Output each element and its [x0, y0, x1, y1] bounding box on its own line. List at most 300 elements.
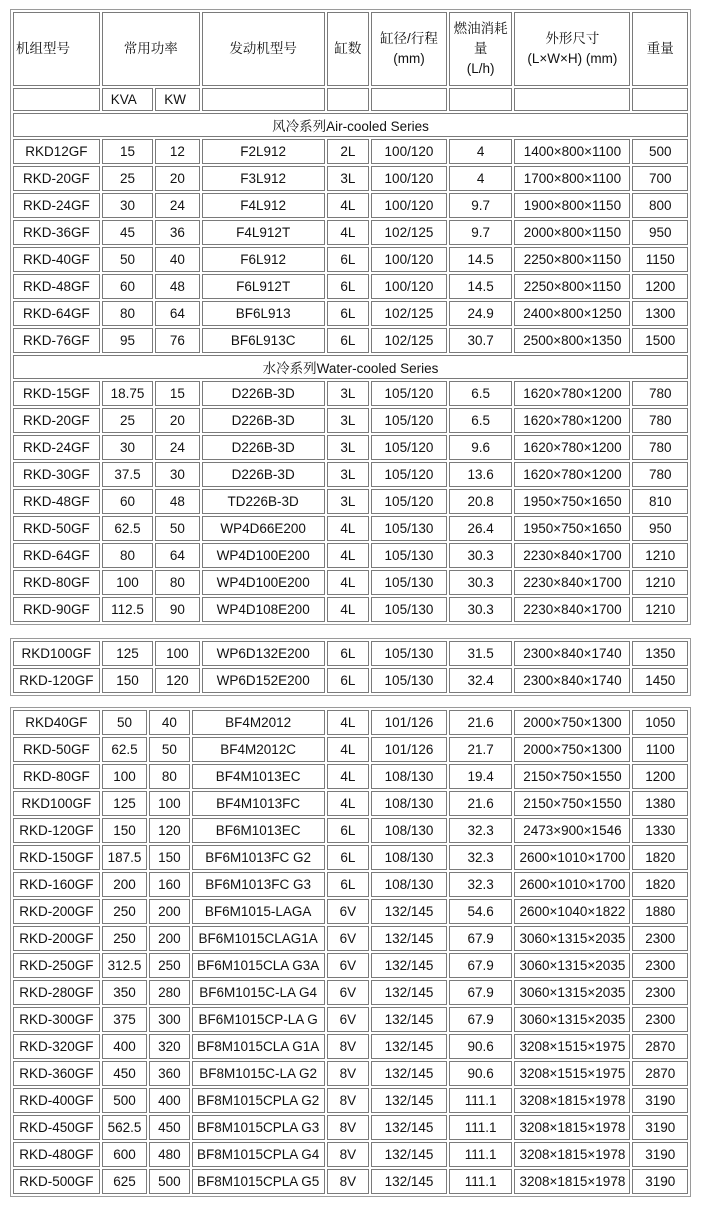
cell-fuel: 30.3 — [449, 570, 513, 595]
cell-bore-stroke: 132/145 — [371, 1061, 447, 1086]
cell-cylinders: 6L — [327, 641, 369, 666]
cell-bore-stroke: 132/145 — [371, 953, 447, 978]
cell-kw: 40 — [155, 247, 199, 272]
section-row-water — [13, 355, 688, 379]
table-row — [13, 737, 688, 762]
cell-dimensions: 1700×800×1100 — [514, 166, 630, 191]
cell-model: RKD-50GF — [13, 516, 100, 541]
cell-bore-stroke: 108/130 — [371, 791, 447, 816]
cell-weight: 780 — [632, 381, 688, 406]
cell-model: RKD-64GF — [13, 301, 100, 326]
cell-cylinders: 3L — [327, 489, 369, 514]
cell-bore-stroke: 132/145 — [371, 899, 447, 924]
cell-bore-stroke: 105/130 — [371, 543, 447, 568]
cell-kw: 30 — [155, 462, 199, 487]
cell-engine: BF6M1013FC G3 — [192, 872, 325, 897]
cell-kva: 30 — [102, 435, 153, 460]
cell-engine: F4L912T — [202, 220, 325, 245]
cell-fuel: 32.3 — [449, 818, 513, 843]
table-row — [13, 1061, 688, 1086]
cell-kva: 400 — [102, 1034, 147, 1059]
cell-model: RKD-300GF — [13, 1007, 100, 1032]
cell-kw: 24 — [155, 193, 199, 218]
cell-weight: 2300 — [632, 1007, 688, 1032]
cell-dimensions: 2230×840×1700 — [514, 570, 630, 595]
header-bore-stroke-unit: (mm) — [393, 51, 425, 66]
cell-bore-stroke: 108/130 — [371, 764, 447, 789]
cell-model: RKD-36GF — [13, 220, 100, 245]
cell-engine: D226B-3D — [202, 381, 325, 406]
cell-model: RKD-76GF — [13, 328, 100, 353]
table-row — [13, 845, 688, 870]
table-row — [13, 1007, 688, 1032]
cell-weight: 2300 — [632, 980, 688, 1005]
cell-fuel: 26.4 — [449, 516, 513, 541]
cell-cylinders: 4L — [327, 220, 369, 245]
cell-kva: 350 — [102, 980, 147, 1005]
cell-dimensions: 2000×750×1300 — [514, 710, 630, 735]
cell-fuel: 111.1 — [449, 1088, 513, 1113]
cell-engine: F3L912 — [202, 166, 325, 191]
cell-dimensions: 1620×780×1200 — [514, 381, 630, 406]
table-row — [13, 274, 688, 299]
cell-fuel: 24.9 — [449, 301, 513, 326]
table-row — [13, 926, 688, 951]
cell-kva: 125 — [102, 641, 153, 666]
cell-weight: 1450 — [632, 668, 688, 693]
cell-kw: 12 — [155, 139, 199, 164]
cell-model: RKD12GF — [13, 139, 100, 164]
cell-dimensions: 2250×800×1150 — [514, 247, 630, 272]
table-row — [13, 328, 688, 353]
cell-cylinders: 6L — [327, 328, 369, 353]
table-row — [13, 1115, 688, 1140]
cell-kva: 100 — [102, 764, 147, 789]
cell-kw: 40 — [149, 710, 189, 735]
cell-kva: 150 — [102, 668, 153, 693]
cell-kva: 625 — [102, 1169, 147, 1194]
cell-dimensions: 1620×780×1200 — [514, 435, 630, 460]
cell-bore-stroke: 132/145 — [371, 1088, 447, 1113]
table-row — [13, 435, 688, 460]
cell-kva: 18.75 — [102, 381, 153, 406]
cell-kva: 125 — [102, 791, 147, 816]
cell-kw: 200 — [149, 899, 189, 924]
header-dimensions — [514, 12, 630, 86]
cell-kw: 320 — [149, 1034, 189, 1059]
cell-dimensions: 2600×1010×1700 — [514, 872, 630, 897]
cell-kw: 160 — [149, 872, 189, 897]
cell-model: RKD-480GF — [13, 1142, 100, 1167]
cell-kva: 80 — [102, 301, 153, 326]
cell-bore-stroke: 108/130 — [371, 872, 447, 897]
cell-weight: 2300 — [632, 926, 688, 951]
cell-kva: 500 — [102, 1088, 147, 1113]
cell-bore-stroke: 132/145 — [371, 1142, 447, 1167]
cell-cylinders: 8V — [327, 1142, 369, 1167]
cell-cylinders: 6V — [327, 899, 369, 924]
cell-kva: 30 — [102, 193, 153, 218]
cell-fuel: 13.6 — [449, 462, 513, 487]
cell-weight: 1200 — [632, 274, 688, 299]
cell-model: RKD-48GF — [13, 274, 100, 299]
header-fuel-label: 燃油消耗 — [453, 21, 508, 36]
cell-kw: 24 — [155, 435, 199, 460]
table-row — [13, 543, 688, 568]
cell-kva: 25 — [102, 166, 153, 191]
cell-fuel: 54.6 — [449, 899, 513, 924]
cell-fuel: 111.1 — [449, 1115, 513, 1140]
cell-bore-stroke: 132/145 — [371, 1169, 447, 1194]
cell-cylinders: 6L — [327, 872, 369, 897]
cell-bore-stroke: 108/130 — [371, 845, 447, 870]
cell-kw: 100 — [149, 791, 189, 816]
header-dimensions-label: 外形尺寸 — [545, 31, 600, 46]
cell-kva: 250 — [102, 926, 147, 951]
cell-dimensions: 2250×800×1150 — [514, 274, 630, 299]
cell-cylinders: 4L — [327, 193, 369, 218]
cell-weight: 1200 — [632, 764, 688, 789]
cell-kw: 280 — [149, 980, 189, 1005]
cell-model: RKD-250GF — [13, 953, 100, 978]
cell-kva: 600 — [102, 1142, 147, 1167]
cell-kva: 250 — [102, 899, 147, 924]
cell-engine: BF6L913C — [202, 328, 325, 353]
table-row — [13, 710, 688, 735]
cell-weight: 2870 — [632, 1034, 688, 1059]
cell-kw: 400 — [149, 1088, 189, 1113]
generator-spec-table-3 — [10, 707, 691, 1197]
header-fuel — [449, 12, 513, 86]
cell-kva: 312.5 — [102, 953, 147, 978]
table-row — [13, 980, 688, 1005]
cell-kva: 200 — [102, 872, 147, 897]
cell-kva: 60 — [102, 274, 153, 299]
header-blank — [13, 88, 100, 111]
cell-weight: 1380 — [632, 791, 688, 816]
cell-kw: 80 — [155, 570, 199, 595]
cell-engine: WP6D132E200 — [202, 641, 325, 666]
cell-engine: BF8M1015CPLA G5 — [192, 1169, 325, 1194]
cell-bore-stroke: 101/126 — [371, 710, 447, 735]
cell-engine: BF6M1015CP-LA G — [192, 1007, 325, 1032]
cell-kva: 150 — [102, 818, 147, 843]
header-blank — [371, 88, 447, 111]
cell-cylinders: 6L — [327, 301, 369, 326]
cell-cylinders: 3L — [327, 462, 369, 487]
cell-fuel: 9.7 — [449, 193, 513, 218]
cell-dimensions: 3060×1315×2035 — [514, 1007, 630, 1032]
cell-dimensions: 3208×1815×1978 — [514, 1115, 630, 1140]
cell-dimensions: 3060×1315×2035 — [514, 926, 630, 951]
cell-dimensions: 2400×800×1250 — [514, 301, 630, 326]
header-power: 常用功率 — [102, 12, 200, 86]
cell-kw: 360 — [149, 1061, 189, 1086]
section-title-air: 风冷系列Air-cooled Series — [13, 113, 688, 137]
header-blank — [327, 88, 369, 111]
cell-dimensions: 2230×840×1700 — [514, 543, 630, 568]
cell-kva: 15 — [102, 139, 153, 164]
cell-dimensions: 3060×1315×2035 — [514, 980, 630, 1005]
cell-model: RKD-20GF — [13, 166, 100, 191]
cell-weight: 3190 — [632, 1169, 688, 1194]
cell-fuel: 90.6 — [449, 1061, 513, 1086]
table-row — [13, 597, 688, 622]
cell-bore-stroke: 105/130 — [371, 516, 447, 541]
table-row — [13, 247, 688, 272]
cell-bore-stroke: 100/120 — [371, 166, 447, 191]
cell-fuel: 14.5 — [449, 274, 513, 299]
cell-engine: F6L912T — [202, 274, 325, 299]
cell-cylinders: 4L — [327, 570, 369, 595]
cell-bore-stroke: 105/130 — [371, 668, 447, 693]
cell-engine: BF4M1013EC — [192, 764, 325, 789]
cell-engine: D226B-3D — [202, 462, 325, 487]
cell-cylinders: 3L — [327, 435, 369, 460]
cell-bore-stroke: 100/120 — [371, 193, 447, 218]
cell-fuel: 32.3 — [449, 845, 513, 870]
cell-weight: 3190 — [632, 1142, 688, 1167]
cell-engine: BF8M1015CPLA G3 — [192, 1115, 325, 1140]
cell-bore-stroke: 132/145 — [371, 1115, 447, 1140]
cell-model: RKD-320GF — [13, 1034, 100, 1059]
cell-model: RKD-400GF — [13, 1088, 100, 1113]
table-row — [13, 570, 688, 595]
cell-kva: 100 — [102, 570, 153, 595]
cell-cylinders: 6L — [327, 818, 369, 843]
cell-cylinders: 8V — [327, 1169, 369, 1194]
cell-engine: BF6M1015-LAGA — [192, 899, 325, 924]
cell-engine: WP4D100E200 — [202, 570, 325, 595]
cell-cylinders: 2L — [327, 139, 369, 164]
table-row — [13, 899, 688, 924]
cell-kva: 112.5 — [102, 597, 153, 622]
cell-weight: 1150 — [632, 247, 688, 272]
header-blank — [202, 88, 325, 111]
cell-fuel: 67.9 — [449, 980, 513, 1005]
cell-dimensions: 3208×1515×1975 — [514, 1061, 630, 1086]
cell-weight: 1330 — [632, 818, 688, 843]
cell-kw: 100 — [155, 641, 199, 666]
cell-model: RKD-80GF — [13, 764, 100, 789]
cell-engine: WP4D100E200 — [202, 543, 325, 568]
cell-weight: 780 — [632, 408, 688, 433]
cell-engine: BF4M1013FC — [192, 791, 325, 816]
cell-dimensions: 1400×800×1100 — [514, 139, 630, 164]
cell-fuel: 9.6 — [449, 435, 513, 460]
cell-engine: F4L912 — [202, 193, 325, 218]
cell-fuel: 30.3 — [449, 597, 513, 622]
cell-engine: BF8M1015CLA G1A — [192, 1034, 325, 1059]
cell-cylinders: 6L — [327, 274, 369, 299]
cell-dimensions: 1900×800×1150 — [514, 193, 630, 218]
cell-fuel: 14.5 — [449, 247, 513, 272]
cell-cylinders: 8V — [327, 1061, 369, 1086]
cell-model: RKD100GF — [13, 641, 100, 666]
cell-engine: F2L912 — [202, 139, 325, 164]
cell-bore-stroke: 105/120 — [371, 462, 447, 487]
cell-model: RKD-50GF — [13, 737, 100, 762]
cell-bore-stroke: 132/145 — [371, 1007, 447, 1032]
cell-weight: 950 — [632, 516, 688, 541]
table-row — [13, 381, 688, 406]
cell-fuel: 111.1 — [449, 1169, 513, 1194]
cell-fuel: 30.3 — [449, 543, 513, 568]
header-bore-stroke-label: 缸径/行程 — [380, 31, 438, 46]
cell-fuel: 32.4 — [449, 668, 513, 693]
cell-cylinders: 6V — [327, 980, 369, 1005]
cell-model: RKD-150GF — [13, 845, 100, 870]
cell-cylinders: 4L — [327, 516, 369, 541]
cell-engine: BF8M1015CPLA G2 — [192, 1088, 325, 1113]
cell-engine: BF6M1015CLA G3A — [192, 953, 325, 978]
cell-model: RKD100GF — [13, 791, 100, 816]
cell-fuel: 9.7 — [449, 220, 513, 245]
cell-kw: 450 — [149, 1115, 189, 1140]
table-row — [13, 516, 688, 541]
cell-bore-stroke: 102/125 — [371, 328, 447, 353]
table-row — [13, 641, 688, 666]
cell-kw: 500 — [149, 1169, 189, 1194]
cell-weight: 1820 — [632, 872, 688, 897]
cell-weight: 3190 — [632, 1115, 688, 1140]
cell-engine: D226B-3D — [202, 408, 325, 433]
cell-engine: BF6M1015C-LA G4 — [192, 980, 325, 1005]
cell-kw: 250 — [149, 953, 189, 978]
cell-kw: 120 — [155, 668, 199, 693]
cell-dimensions: 2000×800×1150 — [514, 220, 630, 245]
cell-weight: 1210 — [632, 597, 688, 622]
cell-kw: 15 — [155, 381, 199, 406]
cell-cylinders: 6L — [327, 845, 369, 870]
cell-fuel: 20.8 — [449, 489, 513, 514]
cell-engine: BF6M1013EC — [192, 818, 325, 843]
cell-weight: 500 — [632, 139, 688, 164]
cell-weight: 950 — [632, 220, 688, 245]
header-engine: 发动机型号 — [202, 12, 325, 86]
cell-bore-stroke: 105/130 — [371, 597, 447, 622]
cell-fuel: 67.9 — [449, 953, 513, 978]
cell-cylinders: 3L — [327, 408, 369, 433]
cell-kw: 120 — [149, 818, 189, 843]
table-row — [13, 872, 688, 897]
cell-kw: 48 — [155, 274, 199, 299]
cell-weight: 1300 — [632, 301, 688, 326]
cell-model: RKD-20GF — [13, 408, 100, 433]
cell-bore-stroke: 105/130 — [371, 641, 447, 666]
cell-fuel: 6.5 — [449, 381, 513, 406]
header-kva: KVA — [102, 88, 153, 111]
cell-fuel: 32.3 — [449, 872, 513, 897]
cell-kw: 80 — [149, 764, 189, 789]
cell-dimensions: 2230×840×1700 — [514, 597, 630, 622]
table-row — [13, 818, 688, 843]
cell-kw: 200 — [149, 926, 189, 951]
cell-dimensions: 2500×800×1350 — [514, 328, 630, 353]
cell-dimensions: 2600×1040×1822 — [514, 899, 630, 924]
cell-model: RKD-24GF — [13, 193, 100, 218]
cell-kva: 80 — [102, 543, 153, 568]
table-row — [13, 489, 688, 514]
cell-fuel: 31.5 — [449, 641, 513, 666]
cell-bore-stroke: 108/130 — [371, 818, 447, 843]
cell-model: RKD-120GF — [13, 668, 100, 693]
table-row — [13, 220, 688, 245]
cell-kw: 64 — [155, 301, 199, 326]
table-row — [13, 1034, 688, 1059]
cell-cylinders: 8V — [327, 1088, 369, 1113]
table-row — [13, 953, 688, 978]
cell-fuel: 111.1 — [449, 1142, 513, 1167]
table-row — [13, 668, 688, 693]
cell-fuel: 4 — [449, 139, 513, 164]
cell-bore-stroke: 101/126 — [371, 737, 447, 762]
cell-kw: 480 — [149, 1142, 189, 1167]
cell-dimensions: 3208×1815×1978 — [514, 1169, 630, 1194]
cell-fuel: 21.7 — [449, 737, 513, 762]
cell-cylinders: 3L — [327, 381, 369, 406]
generator-spec-table-2 — [10, 638, 691, 696]
cell-model: RKD-360GF — [13, 1061, 100, 1086]
cell-cylinders: 4L — [327, 764, 369, 789]
cell-kva: 25 — [102, 408, 153, 433]
cell-model: RKD-80GF — [13, 570, 100, 595]
cell-kw: 20 — [155, 408, 199, 433]
cell-bore-stroke: 132/145 — [371, 1034, 447, 1059]
cell-model: RKD-200GF — [13, 899, 100, 924]
cell-bore-stroke: 105/130 — [371, 570, 447, 595]
cell-kva: 60 — [102, 489, 153, 514]
cell-engine: BF8M1015CPLA G4 — [192, 1142, 325, 1167]
table-row — [13, 139, 688, 164]
cell-cylinders: 4L — [327, 543, 369, 568]
cell-model: RKD-120GF — [13, 818, 100, 843]
header-dimensions-unit: (L×W×H) (mm) — [527, 51, 618, 66]
cell-model: RKD-48GF — [13, 489, 100, 514]
cell-bore-stroke: 105/120 — [371, 408, 447, 433]
cell-weight: 1100 — [632, 737, 688, 762]
cell-engine: BF6M1013FC G2 — [192, 845, 325, 870]
cell-weight: 1050 — [632, 710, 688, 735]
cell-bore-stroke: 132/145 — [371, 926, 447, 951]
cell-weight: 1350 — [632, 641, 688, 666]
header-blank — [632, 88, 688, 111]
cell-weight: 2870 — [632, 1061, 688, 1086]
cell-weight: 1820 — [632, 845, 688, 870]
header-fuel-label-2: 量 — [473, 41, 488, 56]
cell-engine: WP4D108E200 — [202, 597, 325, 622]
table-row — [13, 791, 688, 816]
cell-bore-stroke: 100/120 — [371, 274, 447, 299]
table-row — [13, 1088, 688, 1113]
cell-kw: 20 — [155, 166, 199, 191]
cell-cylinders: 6L — [327, 247, 369, 272]
header-blank — [514, 88, 630, 111]
cell-dimensions: 2000×750×1300 — [514, 737, 630, 762]
header-weight: 重量 — [632, 12, 688, 86]
cell-fuel: 30.7 — [449, 328, 513, 353]
cell-fuel: 67.9 — [449, 926, 513, 951]
cell-kw: 36 — [155, 220, 199, 245]
cell-cylinders: 4L — [327, 791, 369, 816]
cell-fuel: 6.5 — [449, 408, 513, 433]
cell-bore-stroke: 132/145 — [371, 980, 447, 1005]
cell-bore-stroke: 105/120 — [371, 489, 447, 514]
cell-engine: WP4D66E200 — [202, 516, 325, 541]
cell-model: RKD-160GF — [13, 872, 100, 897]
cell-fuel: 90.6 — [449, 1034, 513, 1059]
cell-weight: 780 — [632, 435, 688, 460]
